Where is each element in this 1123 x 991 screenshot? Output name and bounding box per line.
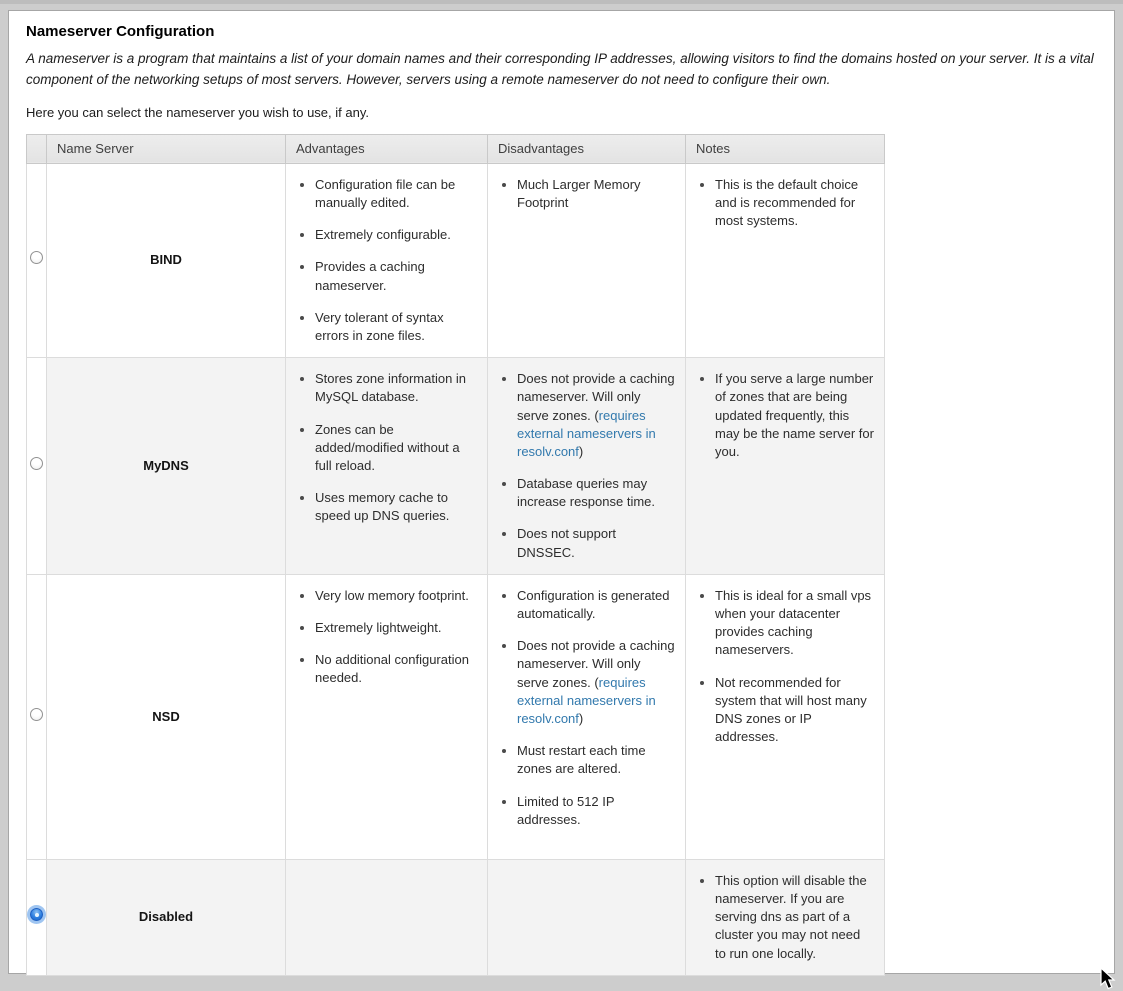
row-name-mydns: MyDNS <box>47 358 286 575</box>
table-header-row <box>27 134 885 163</box>
bullet-item: • Extremely configurable. <box>315 226 477 244</box>
bullet-item: • Stores zone information in MySQL database. <box>315 370 477 406</box>
radio-disabled[interactable] <box>30 908 43 921</box>
bullet-item: • Much Larger Memory Footprint <box>517 176 675 212</box>
bullet-item: • Does not support DNSSEC. <box>517 525 675 561</box>
bullet-item: • Uses memory cache to speed up DNS queries. <box>315 489 477 525</box>
header-notes: Notes <box>686 134 885 163</box>
bullet-item: • Very low memory footprint. <box>315 587 477 605</box>
table-row-bind <box>27 163 885 357</box>
bullet-item: • No additional configuration needed. <box>315 651 477 687</box>
radio-nsd[interactable] <box>30 708 43 721</box>
disadvantages-cell-disabled <box>488 859 686 975</box>
page-description: A nameserver is a program that maintains a list of your domain names and their corresponding IP addresses, allowing visitors to find the domains hosted on your server. It is a vital component of the networking setups of most servers. However, servers using a remote nameserver do not need to configure their own. <box>26 51 1094 87</box>
resolv-conf-link[interactable]: requires external nameservers in resolv.conf <box>517 674 656 726</box>
disadvantages-cell-bind <box>488 163 686 357</box>
bullet-item: • Must restart each time zones are altered. <box>517 742 675 778</box>
disadvantages-cell-nsd <box>488 574 686 859</box>
radio-mydns[interactable] <box>30 457 43 470</box>
notes-cell-mydns <box>686 358 885 575</box>
page-title: Nameserver Configuration <box>26 23 215 40</box>
row-name-bind: BIND <box>47 163 286 357</box>
radio-cell-mydns <box>27 358 47 575</box>
header-name-server: Name Server <box>47 134 286 163</box>
row-name-disabled: Disabled <box>47 859 286 975</box>
bullet-item: • This is ideal for a small vps when your datacenter provides caching nameservers. <box>715 587 874 660</box>
advantages-list <box>296 587 477 688</box>
advantages-list <box>296 176 477 345</box>
advantages-cell-bind <box>286 163 488 357</box>
bullet-item: • Database queries may increase response time. <box>517 475 675 511</box>
advantages-cell-mydns <box>286 358 488 575</box>
radio-cell-disabled <box>27 859 47 975</box>
notes-list <box>696 587 874 747</box>
notes-list <box>696 370 874 461</box>
radio-cell-bind <box>27 163 47 357</box>
notes-cell-nsd <box>686 574 885 859</box>
page-instruction: Here you can select the nameserver you wish to use, if any. <box>26 104 369 120</box>
radio-cell-nsd <box>27 574 47 859</box>
disadvantages-cell-mydns <box>488 358 686 575</box>
bullet-item: • Configuration file can be manually edited. <box>315 176 477 212</box>
header-disadvantages: Disadvantages <box>488 134 686 163</box>
bullet-item: • Does not provide a caching nameserver. Will only serve zones. (requires external nameservers in resolv.conf) <box>517 370 675 461</box>
bullet-item: • If you serve a large number of zones that are being updated frequently, this may be the name server for you. <box>715 370 874 461</box>
bullet-item: • Provides a caching nameserver. <box>315 258 477 294</box>
disadvantages-list <box>498 370 675 562</box>
nameserver-configuration-panel <box>8 10 1115 974</box>
notes-cell-disabled <box>686 859 885 975</box>
table-row-mydns <box>27 358 885 575</box>
notes-list <box>696 176 874 231</box>
bullet-item: • Limited to 512 IP addresses. <box>517 793 675 829</box>
table-body <box>27 163 885 975</box>
disadvantages-list <box>498 587 675 829</box>
table-row-nsd <box>27 574 885 859</box>
bullet-item: • This is the default choice and is recommended for most systems. <box>715 176 874 231</box>
nameserver-table <box>26 134 885 976</box>
header-radio-column <box>27 134 47 163</box>
bullet-item: • Very tolerant of syntax errors in zone files. <box>315 309 477 345</box>
bullet-item: • Does not provide a caching nameserver. Will only serve zones. (requires external nameservers in resolv.conf) <box>517 637 675 728</box>
disadvantages-list <box>498 176 675 212</box>
notes-cell-bind <box>686 163 885 357</box>
bullet-item: • Extremely lightweight. <box>315 619 477 637</box>
bullet-item: • This option will disable the nameserver. If you are serving dns as part of a cluster you may not need to run one locally. <box>715 872 874 963</box>
radio-bind[interactable] <box>30 251 43 264</box>
bullet-item: • Configuration is generated automatically. <box>517 587 675 623</box>
row-name-nsd: NSD <box>47 574 286 859</box>
bullet-item: • Not recommended for system that will host many DNS zones or IP addresses. <box>715 674 874 747</box>
advantages-cell-nsd <box>286 574 488 859</box>
table-row-disabled <box>27 859 885 975</box>
advantages-list <box>296 370 477 525</box>
header-advantages: Advantages <box>286 134 488 163</box>
resolv-conf-link[interactable]: requires external nameservers in resolv.conf <box>517 407 656 459</box>
notes-list <box>696 872 874 963</box>
advantages-cell-disabled <box>286 859 488 975</box>
bullet-item: • Zones can be added/modified without a full reload. <box>315 421 477 476</box>
